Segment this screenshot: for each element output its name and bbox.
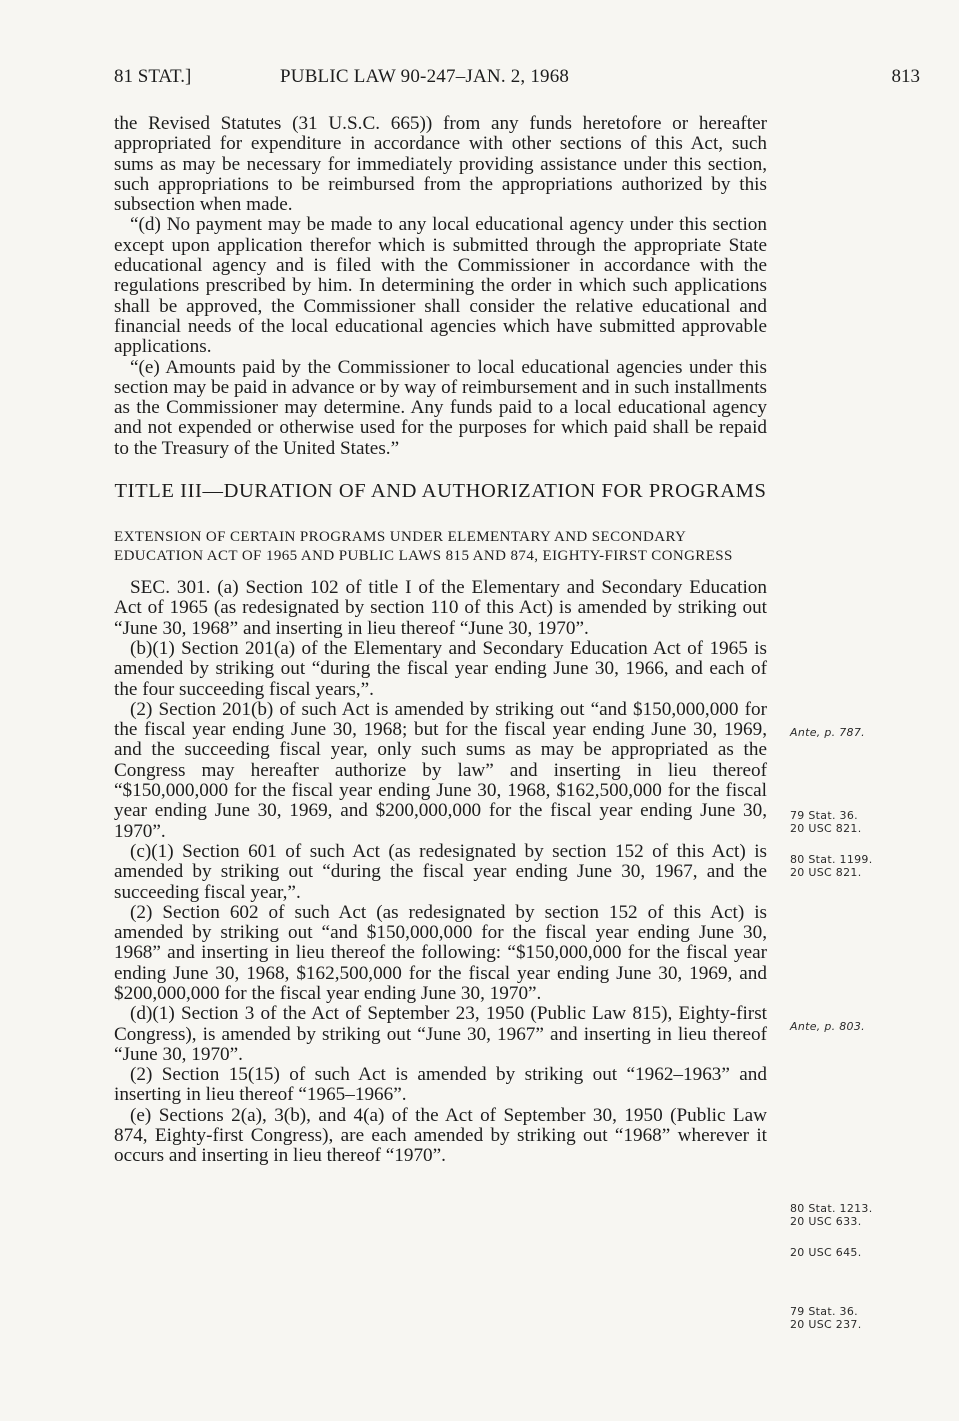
margin-note-line: Ante, p. 803. bbox=[790, 1020, 865, 1033]
page-number: 813 bbox=[891, 66, 920, 87]
body-column bbox=[114, 114, 767, 1167]
margin-note-80-stat-1199 bbox=[790, 853, 900, 879]
law-title: PUBLIC LAW 90-247–JAN. 2, 1968 bbox=[280, 66, 570, 87]
paragraph-sec-301-e: (e) Sections 2(a), 3(b), and 4(a) of the Act of September 30, 1950 (Public Law 874, Eighty-first Congress), are each amended by striking out “1968” wherever it occurs and inserting in lieu thereof “1970”. bbox=[114, 1104, 767, 1167]
margin-note-line: Ante, p. 787. bbox=[790, 726, 865, 739]
margin-note-79-stat-36 bbox=[790, 809, 900, 835]
paragraph-sec-301-d1: (d)(1) Section 3 of the Act of September 23, 1950 (Public Law 815), Eighty-first Congress), is amended by striking out “June 30, 1967” and inserting in lieu thereof “June 30, 1970”. bbox=[114, 1003, 767, 1065]
margin-note-line: 20 USC 821. bbox=[790, 866, 862, 879]
margin-note-20-usc-645 bbox=[790, 1246, 900, 1259]
paragraph-subsection-d: “(d) No payment may be made to any local educational agency under this section except upon application therefor which is submitted through the appropriate State educational agency and is filed with the Commissioner in accordance with the regulations prescribed by him. In determining the order in which such applications shall be approved, the Commissioner shall consider the relative educational and financial needs of the local educational agencies which have submitted approvable applications. bbox=[114, 214, 767, 358]
statute-volume: 81 STAT.] bbox=[114, 66, 192, 87]
title-heading: TITLE III—DURATION OF AND AUTHORIZATION FOR PROGRAMS bbox=[114, 480, 767, 503]
margin-note-79-stat-36-237 bbox=[790, 1305, 900, 1331]
margin-note-line: 79 Stat. 36. bbox=[790, 1305, 858, 1318]
paragraph-sec-301-c1: (c)(1) Section 601 of such Act (as redesignated by section 152 of this Act) is amended by striking out “during the fiscal year ending June 30, 1967, and the succeeding fiscal year,”. bbox=[114, 840, 767, 903]
margin-note-80-stat-1213 bbox=[790, 1202, 900, 1228]
margin-note-line: 80 Stat. 1213. bbox=[790, 1202, 873, 1215]
margin-note-line: 20 USC 821. bbox=[790, 822, 862, 835]
margin-note-ante-787 bbox=[790, 726, 900, 739]
margin-note-line: 20 USC 237. bbox=[790, 1318, 862, 1331]
paragraph-sec-301-a: SEC. 301. (a) Section 102 of title I of the Elementary and Secondary Education Act of 1965 (as redesignated by section 110 of this Act) is amended by striking out “June 30, 1968” and inserting in lieu thereof “June 30, 1970”. bbox=[114, 577, 767, 639]
paragraph-continued: the Revised Statutes (31 U.S.C. 665)) from any funds heretofore or hereafter appropriated for expenditure in accordance with other sections of this Act, such sums as may be necessary for immediately providing assistance under this section, such appropriations to be reimbursed from the appropriations authorized by this subsection when made. bbox=[114, 113, 767, 216]
paragraph-sec-301-d2: (2) Section 15(15) of such Act is amended by striking out “1962–1963” and inserting in lieu thereof “1965–1966”. bbox=[114, 1064, 767, 1106]
margin-note-line: 20 USC 645. bbox=[790, 1246, 862, 1259]
paragraph-sec-301-b1: (b)(1) Section 201(a) of the Elementary and Secondary Education Act of 1965 is amended by striking out “during the fiscal year ending June 30, 1966, and each of the four succeeding fiscal years,”. bbox=[114, 637, 767, 700]
running-head bbox=[114, 66, 920, 96]
paragraph-sec-301-c2: (2) Section 602 of such Act (as redesignated by section 152 of this Act) is amended by striking out “and $150,000,000 for the fiscal year ending June 30, 1968” and inserting in lieu thereof the following: “$150,000,000 for the fiscal year ending June 30, 1968, $162,500,000 for the fiscal year ending June 30, 1969, and $200,000,000 for the fiscal year ending June 30, 1970”. bbox=[114, 901, 767, 1004]
margin-note-ante-803 bbox=[790, 1020, 900, 1033]
paragraph-sec-301-b2: (2) Section 201(b) of such Act is amended by striking out “and $150,000,000 for the fiscal year ending June 30, 1968; but for the fiscal year ending June 30, 1969, and the succeeding fiscal year, only such sums as may be appropriated as the Congress may hereafter authorize by law” and inserting in lieu thereof “$150,000,000 for the fiscal year ending June 30, 1968, $162,500,000 for the fiscal year ending June 30, 1969, and $200,000,000 for the fiscal year ending June 30, 1970”. bbox=[114, 698, 767, 842]
section-heading: EXTENSION OF CERTAIN PROGRAMS UNDER ELEMENTARY AND SECONDARY EDUCATION ACT OF 1965 AND PUBLIC LAWS 815 AND 874, EIGHTY-FIRST CONGRESS bbox=[114, 529, 733, 565]
margin-note-line: 20 USC 633. bbox=[790, 1215, 862, 1228]
margin-note-line: 79 Stat. 36. bbox=[790, 809, 858, 822]
margin-note-line: 80 Stat. 1199. bbox=[790, 853, 873, 866]
paragraph-subsection-e: “(e) Amounts paid by the Commissioner to local educational agencies under this section may be paid in advance or by way of reimbursement and in such installments as the Commissioner may determine. Any funds paid to a local educational agency and not expended or otherwise used for the purposes for which paid shall be repaid to the Treasury of the United States.” bbox=[114, 356, 767, 459]
